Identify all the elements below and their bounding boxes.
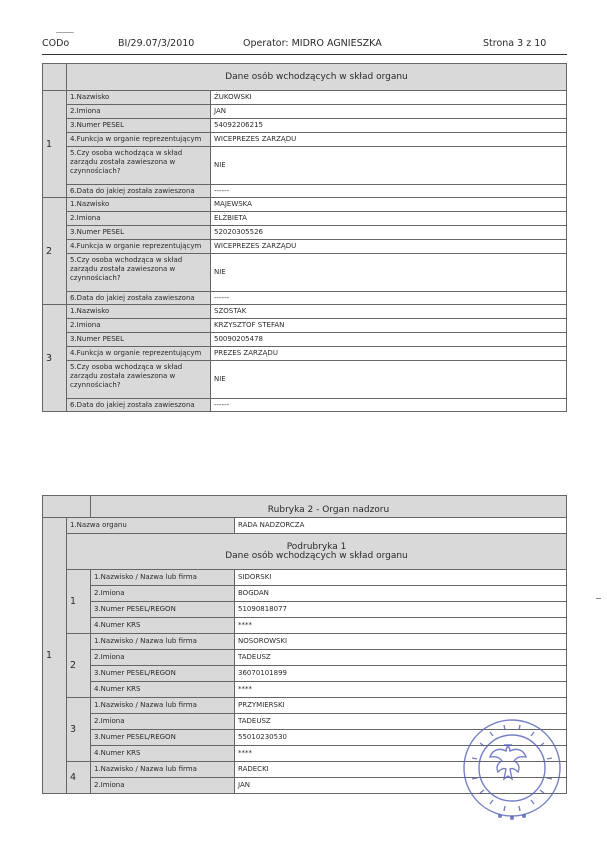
table-row <box>43 133 567 147</box>
member-number: 4 <box>67 762 91 794</box>
field-label: 5.Czy osoba wchodząca w skład zarządu została zawieszona w czynnościach? <box>67 147 211 185</box>
table-row <box>43 586 567 602</box>
table-row <box>43 570 567 586</box>
field-value: SZOSTAK <box>211 305 567 319</box>
subsection-title <box>67 534 567 570</box>
scan-mark <box>56 32 74 33</box>
member-number: 2 <box>67 634 91 698</box>
field-value: RADA NADZORCZA <box>235 518 567 534</box>
field-value: **** <box>235 746 567 762</box>
table-row <box>43 198 567 212</box>
page-number: Strona 3 z 10 <box>483 38 547 49</box>
person-number: 3 <box>43 305 67 412</box>
organ-number: 1 <box>43 518 67 794</box>
member-number: 1 <box>67 570 91 634</box>
field-label: 1.Nazwisko / Nazwa lub firma <box>91 762 235 778</box>
field-label: 2.Imiona <box>67 105 211 119</box>
field-label: 2.Imiona <box>91 650 235 666</box>
field-label: 1.Nazwisko <box>67 305 211 319</box>
field-value: 54092206215 <box>211 119 567 133</box>
field-value: NIE <box>211 147 567 185</box>
field-label: 2.Imiona <box>91 586 235 602</box>
table-row <box>43 226 567 240</box>
field-label: 1.Nazwisko <box>67 91 211 105</box>
table-row <box>43 682 567 698</box>
field-value: PRZYMIERSKI <box>235 698 567 714</box>
field-label: 2.Imiona <box>91 714 235 730</box>
table-row <box>43 254 567 292</box>
field-value: 36070101899 <box>235 666 567 682</box>
field-value: ŻUKOWSKI <box>211 91 567 105</box>
field-label: 4.Numer KRS <box>91 618 235 634</box>
section-title: Rubryka 2 - Organ nadzoru <box>91 496 567 518</box>
field-value: 52020305526 <box>211 226 567 240</box>
field-value: ELŻBIETA <box>211 212 567 226</box>
field-value: KRZYSZTOF STEFAN <box>211 319 567 333</box>
field-label: 1.Nazwisko <box>67 198 211 212</box>
table-row <box>43 305 567 319</box>
field-label: 1.Nazwisko / Nazwa lub firma <box>91 570 235 586</box>
table-row <box>43 666 567 682</box>
table-row <box>43 602 567 618</box>
table-row <box>43 119 567 133</box>
person-number: 1 <box>43 91 67 198</box>
field-label: 2.Imiona <box>67 319 211 333</box>
section-title: Dane osób wchodzących w skład organu <box>67 64 567 91</box>
field-label: 4.Funkcja w organie reprezentującym <box>67 240 211 254</box>
operator-name: Operator: MIDRO AGNIESZKA <box>243 38 382 49</box>
table-row <box>43 185 567 198</box>
person-number: 2 <box>43 198 67 305</box>
field-label: 6.Data do jakiej została zawieszona <box>67 399 211 412</box>
field-value: RADECKI <box>235 762 567 778</box>
field-value: NIE <box>211 361 567 399</box>
table-row <box>43 212 567 226</box>
field-label: 2.Imiona <box>67 212 211 226</box>
field-value: PREZES ZARZĄDU <box>211 347 567 361</box>
table-row <box>43 147 567 185</box>
field-value: ------ <box>211 292 567 305</box>
field-value: MAJEWSKA <box>211 198 567 212</box>
table-row <box>43 347 567 361</box>
field-value: NIE <box>211 254 567 292</box>
field-label: 3.Numer PESEL <box>67 333 211 347</box>
field-label: 1.Nazwa organu <box>67 518 235 534</box>
table-row <box>43 292 567 305</box>
field-label: 6.Data do jakiej została zawieszona <box>67 185 211 198</box>
field-value: SIDORSKI <box>235 570 567 586</box>
table-row <box>43 399 567 412</box>
subsection-title-line2: Dane osób wchodzących w skład organu <box>225 550 408 561</box>
field-label: 3.Numer PESEL <box>67 119 211 133</box>
scan-mark <box>596 598 601 599</box>
field-value: **** <box>235 682 567 698</box>
field-value: BOGDAN <box>235 586 567 602</box>
table-row <box>43 319 567 333</box>
field-label: 2.Imiona <box>91 778 235 794</box>
field-value: WICEPREZES ZARZĄDU <box>211 133 567 147</box>
table-row <box>43 518 567 534</box>
field-label: 3.Numer PESEL/REGON <box>91 666 235 682</box>
table-row <box>43 618 567 634</box>
table-row <box>43 361 567 399</box>
header-divider <box>42 54 567 55</box>
table-row <box>43 240 567 254</box>
page-header <box>42 38 567 51</box>
field-label: 1.Nazwisko / Nazwa lub firma <box>91 698 235 714</box>
field-label: 6.Data do jakiej została zawieszona <box>67 292 211 305</box>
table-row <box>43 634 567 650</box>
table-row <box>43 698 567 714</box>
field-value: ------ <box>211 399 567 412</box>
field-value: 50090205478 <box>211 333 567 347</box>
field-label: 4.Numer KRS <box>91 746 235 762</box>
field-value: 55010230530 <box>235 730 567 746</box>
field-label: 4.Funkcja w organie reprezentującym <box>67 347 211 361</box>
board-members-table <box>42 63 567 412</box>
field-label: 3.Numer PESEL/REGON <box>91 602 235 618</box>
table-row <box>43 650 567 666</box>
table-row <box>43 333 567 347</box>
field-label: 3.Numer PESEL <box>67 226 211 240</box>
doc-code: CODo <box>42 38 70 49</box>
field-value: JAN <box>211 105 567 119</box>
field-label: 5.Czy osoba wchodząca w skład zarządu została zawieszona w czynnościach? <box>67 361 211 399</box>
field-value: **** <box>235 618 567 634</box>
field-value: NOSOROWSKI <box>235 634 567 650</box>
field-value: TADEUSZ <box>235 714 567 730</box>
field-value: WICEPREZES ZARZĄDU <box>211 240 567 254</box>
official-stamp <box>460 713 565 823</box>
field-label: 5.Czy osoba wchodząca w skład zarządu została zawieszona w czynnościach? <box>67 254 211 292</box>
field-value: TADEUSZ <box>235 650 567 666</box>
case-number: BI/29.07/3/2010 <box>118 38 195 49</box>
field-value: 51090818077 <box>235 602 567 618</box>
field-value: ------ <box>211 185 567 198</box>
member-number: 3 <box>67 698 91 762</box>
field-label: 3.Numer PESEL/REGON <box>91 730 235 746</box>
field-label: 4.Funkcja w organie reprezentującym <box>67 133 211 147</box>
subsection-header <box>43 534 567 570</box>
table-row <box>43 91 567 105</box>
field-value: JAN <box>235 778 567 794</box>
field-label: 4.Numer KRS <box>91 682 235 698</box>
subsection-title-line1: Podrubryka 1 <box>286 541 347 552</box>
field-label: 1.Nazwisko / Nazwa lub firma <box>91 634 235 650</box>
table-row <box>43 105 567 119</box>
